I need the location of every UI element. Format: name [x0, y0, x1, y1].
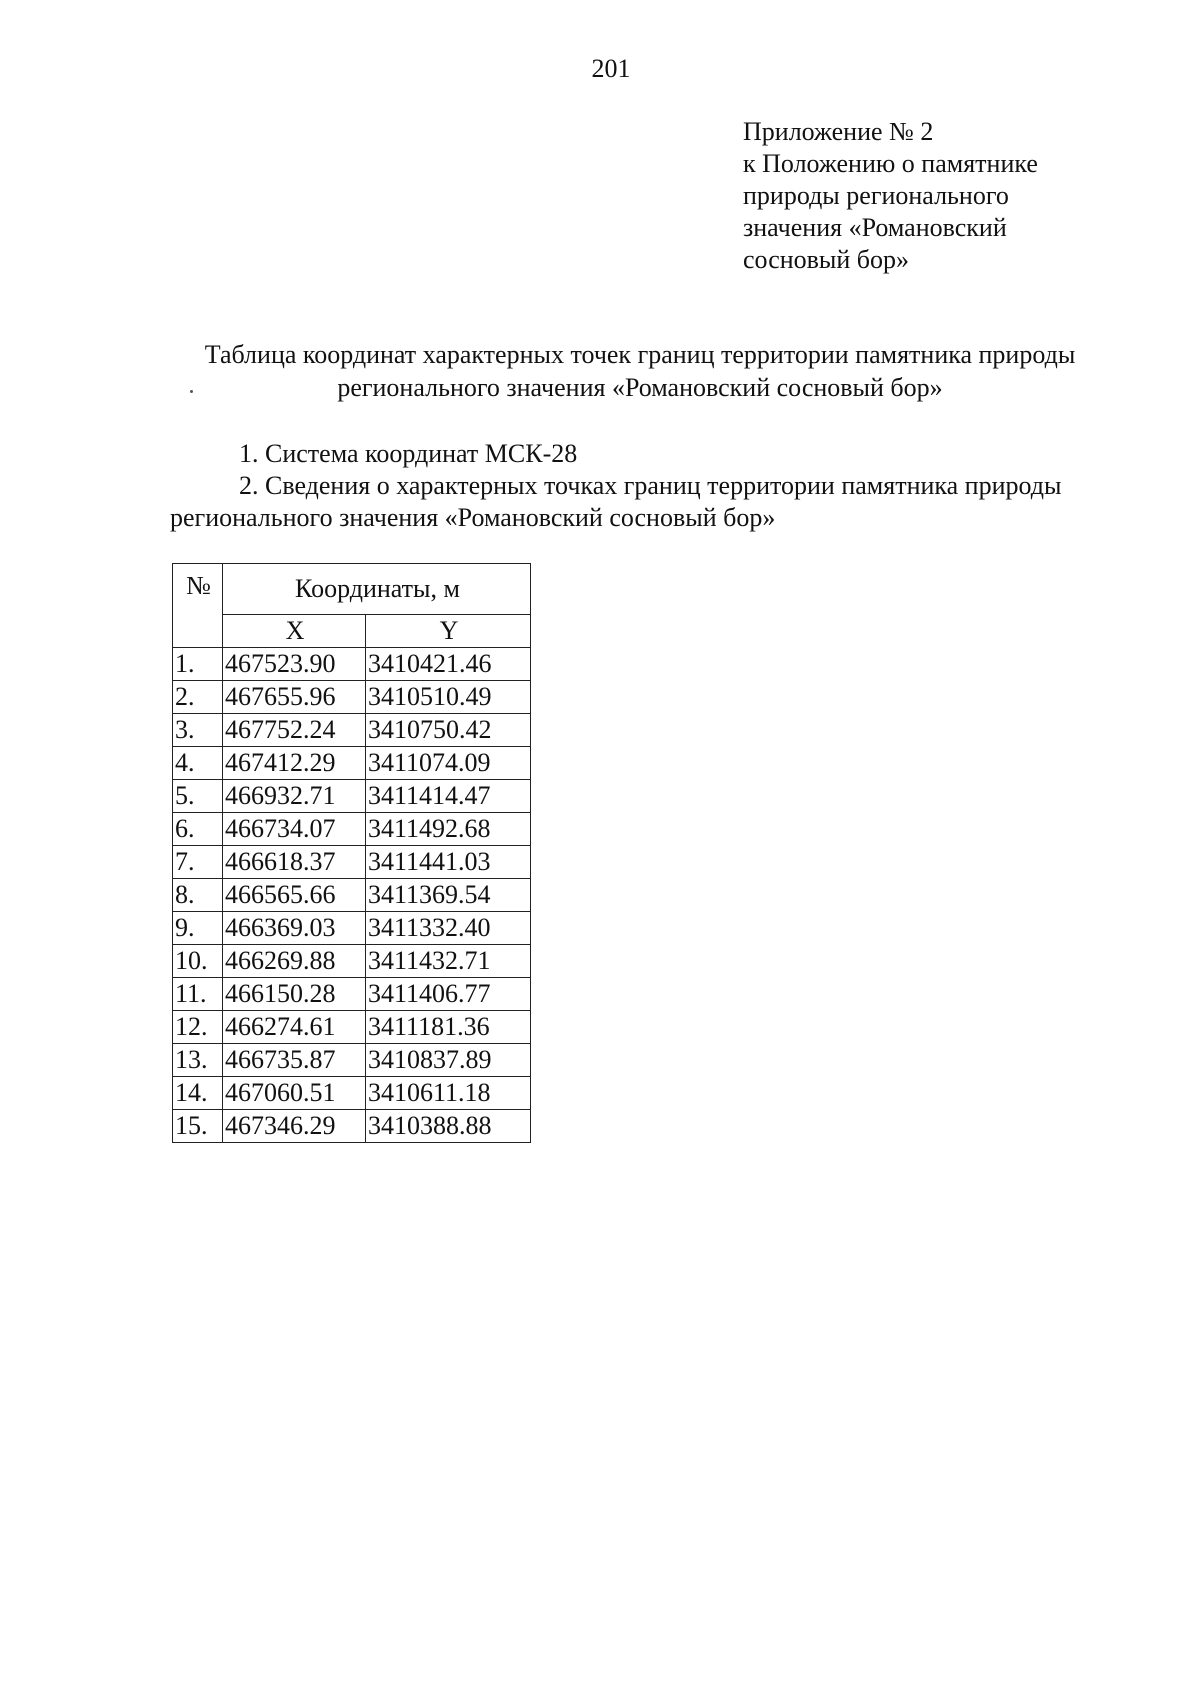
y-coordinate-cell: 3411414.47: [366, 780, 531, 813]
appendix-line: сосновый бор»: [743, 245, 910, 274]
y-coordinate-cell: 3410510.49: [366, 681, 531, 714]
point-number-cell: 8.: [173, 879, 223, 912]
y-coordinate-cell: 3411406.77: [366, 978, 531, 1011]
point-number-cell: 1.: [173, 648, 223, 681]
scan-speck: [190, 390, 193, 393]
point-number-cell: 14.: [173, 1077, 223, 1110]
table-row: [173, 1011, 531, 1044]
appendix-note: [743, 116, 1163, 276]
y-coordinate-cell: 3410611.18: [366, 1077, 531, 1110]
point-number-cell: 11.: [173, 978, 223, 1011]
x-coordinate-cell: 466565.66: [223, 879, 366, 912]
column-header-x: X: [223, 615, 366, 648]
appendix-line: Приложение № 2: [743, 117, 934, 146]
table-row: [173, 648, 531, 681]
y-coordinate-cell: 3410421.46: [366, 648, 531, 681]
y-coordinate-cell: 3410837.89: [366, 1044, 531, 1077]
boundary-points-item-line2: регионального значения «Романовский сосновый бор»: [170, 503, 776, 532]
x-coordinate-cell: 467412.29: [223, 747, 366, 780]
point-number-cell: 3.: [173, 714, 223, 747]
y-coordinate-cell: 3411181.36: [366, 1011, 531, 1044]
appendix-line: к Положению о памятнике: [743, 149, 1038, 178]
x-coordinate-cell: 467060.51: [223, 1077, 366, 1110]
y-coordinate-cell: 3411492.68: [366, 813, 531, 846]
table-row: [173, 780, 531, 813]
table-row: [173, 879, 531, 912]
x-coordinate-cell: 467523.90: [223, 648, 366, 681]
boundary-points-item-line1: 2. Сведения о характерных точках границ территории памятника природы: [239, 471, 1062, 500]
table-row: [173, 681, 531, 714]
table-row: [173, 1110, 531, 1143]
y-coordinate-cell: 3411432.71: [366, 945, 531, 978]
coordinates-table-body: [173, 648, 531, 1143]
column-header-number: №: [173, 564, 223, 648]
column-header-coordinates: Координаты, м: [223, 564, 531, 615]
point-number-cell: 12.: [173, 1011, 223, 1044]
point-number-cell: 5.: [173, 780, 223, 813]
x-coordinate-cell: 466150.28: [223, 978, 366, 1011]
x-coordinate-cell: 466734.07: [223, 813, 366, 846]
table-title: [150, 338, 1130, 404]
table-row: [173, 714, 531, 747]
column-header-y: Y: [366, 615, 531, 648]
coordinate-system-item: 1. Система координат МСК-28: [239, 439, 578, 468]
point-number-cell: 10.: [173, 945, 223, 978]
table-row: [173, 945, 531, 978]
y-coordinate-cell: 3411441.03: [366, 846, 531, 879]
page-number: 201: [591, 54, 631, 83]
table-row: [173, 846, 531, 879]
table-row: [173, 1044, 531, 1077]
table-row: [173, 813, 531, 846]
y-coordinate-cell: 3411074.09: [366, 747, 531, 780]
point-number-cell: 9.: [173, 912, 223, 945]
point-number-cell: 7.: [173, 846, 223, 879]
table-title-line: Таблица координат характерных точек границ территории памятника природы: [204, 340, 1076, 369]
y-coordinate-cell: 3411332.40: [366, 912, 531, 945]
table-row: [173, 912, 531, 945]
info-section: [170, 438, 1160, 534]
x-coordinate-cell: 466269.88: [223, 945, 366, 978]
x-coordinate-cell: 466369.03: [223, 912, 366, 945]
table-row: [173, 978, 531, 1011]
coordinates-table: [172, 563, 531, 1143]
point-number-cell: 13.: [173, 1044, 223, 1077]
y-coordinate-cell: 3411369.54: [366, 879, 531, 912]
point-number-cell: 15.: [173, 1110, 223, 1143]
appendix-line: значения «Романовский: [743, 213, 1007, 242]
table-row: [173, 1077, 531, 1110]
x-coordinate-cell: 466932.71: [223, 780, 366, 813]
x-coordinate-cell: 466618.37: [223, 846, 366, 879]
x-coordinate-cell: 467752.24: [223, 714, 366, 747]
table-title-line: регионального значения «Романовский сосновый бор»: [337, 373, 943, 402]
y-coordinate-cell: 3410750.42: [366, 714, 531, 747]
x-coordinate-cell: 467346.29: [223, 1110, 366, 1143]
x-coordinate-cell: 466274.61: [223, 1011, 366, 1044]
point-number-cell: 6.: [173, 813, 223, 846]
x-coordinate-cell: 467655.96: [223, 681, 366, 714]
table-row: [173, 747, 531, 780]
point-number-cell: 2.: [173, 681, 223, 714]
y-coordinate-cell: 3410388.88: [366, 1110, 531, 1143]
point-number-cell: 4.: [173, 747, 223, 780]
appendix-line: природы регионального: [743, 181, 1009, 210]
x-coordinate-cell: 466735.87: [223, 1044, 366, 1077]
